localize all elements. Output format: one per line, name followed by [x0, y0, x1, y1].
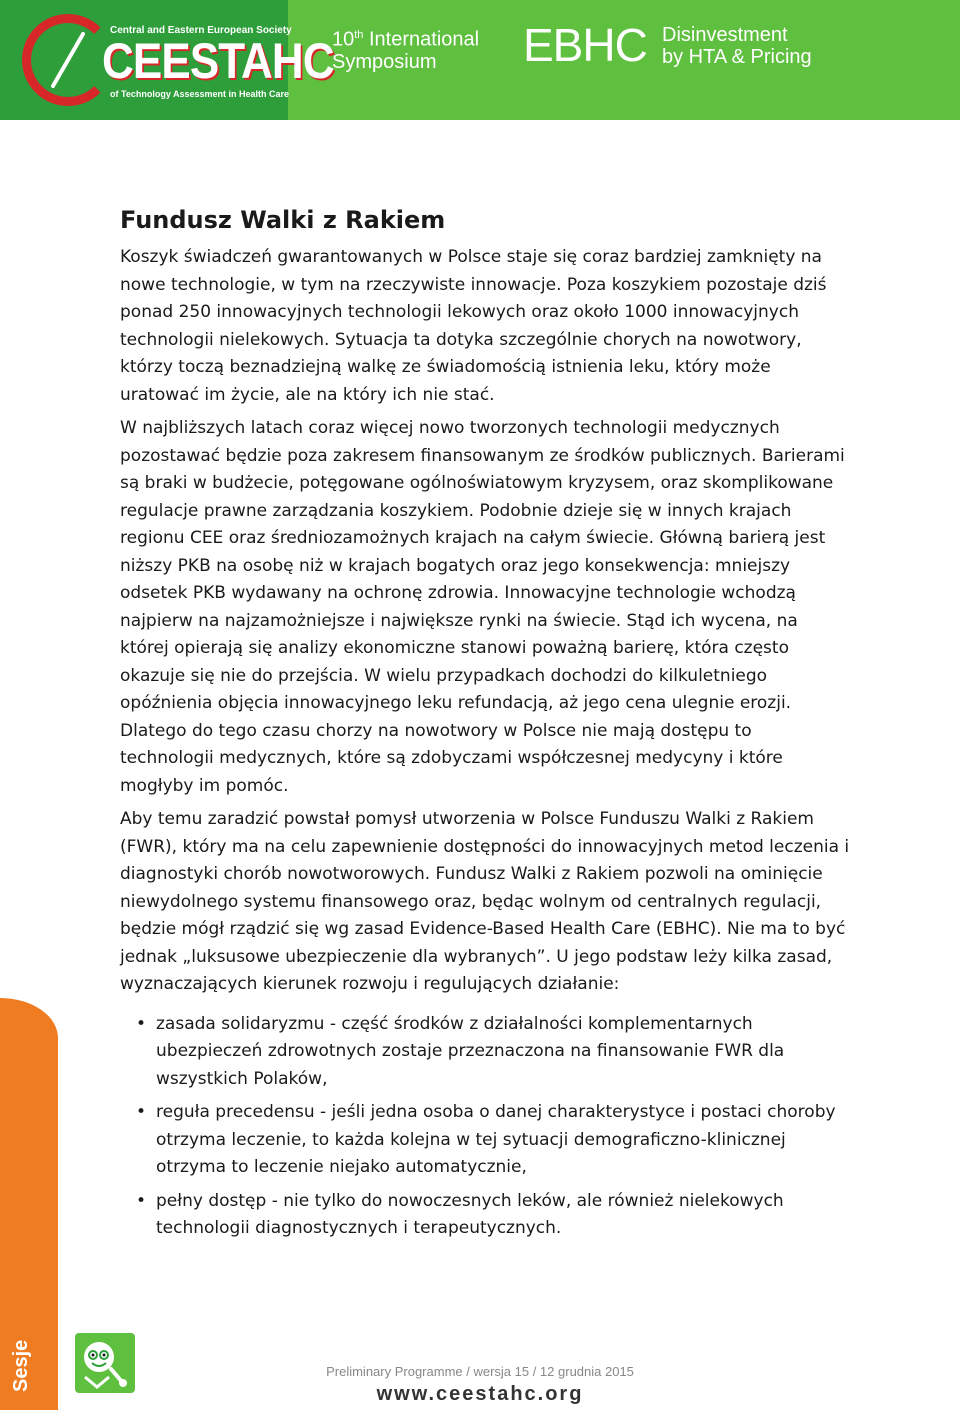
topic-line-1: Disinvestment: [662, 24, 788, 46]
symposium-international: International: [363, 28, 480, 51]
logo-society-text: Central and Eastern European Society: [110, 25, 292, 36]
article: [120, 204, 850, 1249]
logo-panel: [0, 0, 334, 120]
principles-list: [120, 1011, 850, 1243]
list-item-text: pełny dostęp - nie tylko do nowoczesnych leków, ale również nielekowych technologii diagnostycznych i terapeutycznych.: [156, 1190, 784, 1238]
bullet-icon: •: [136, 1013, 147, 1034]
footer-programme: Preliminary Programme / wersja 15 / 12 grudnia 2015: [326, 1364, 634, 1379]
symposium-number: 10: [332, 28, 355, 51]
header-banner: [0, 0, 960, 120]
list-item-text: reguła precedensu - jeśli jedna osoba o danej charakterystyce i postaci choroby otrzyma leczenie, to każda kolejna w tej sytuacji demograficzno-klinicznej otrzyma to leczenie niejako automatycznie,: [156, 1102, 836, 1177]
bullet-icon: •: [136, 1190, 147, 1211]
symposium-ordinal: th: [354, 29, 364, 41]
side-tab-label: Sesje: [10, 1339, 32, 1392]
topic-line-2: by HTA & Pricing: [662, 46, 812, 68]
list-item-text: zasada solidaryzmu - część środków z działalności komplementarnych ubezpieczeń zdrowotnych zostaje przeznaczona na finansowanie FWR dla wszystkich Polaków,: [156, 1013, 785, 1089]
ceestahc-logo[interactable]: [22, 10, 334, 110]
ebhc-title: EBHC: [523, 19, 647, 71]
footer-url-link[interactable]: www.ceestahc.org: [376, 1383, 584, 1405]
symposium-title: [332, 24, 479, 73]
paragraph-fund: Aby temu zaradzić powstał pomysł utworzenia w Polsce Funduszu Walki z Rakiem (FWR), który ma na celu zapewnienie dostępności do innowacyjnych metod leczenia i diagnostyki chorób nowotworowych. Fundusz Walki z Rakiem pozwoli na ominięcie niewydolnego systemu finansowego oraz, będąc wolnym od centralnych regulacji, będzie mógł rządzić się wg zasad Evidence-Based Health Care (EBHC). Nie ma to być jednak „luksusowe ubezpieczenie dla wybranych”. U jego podstaw leży kilka zasad, wyznaczających kierunek rozwoju i regulujących działanie:: [120, 809, 850, 994]
logo-subtitle: of Technology Assessment in Health Care: [110, 89, 290, 99]
symposium-word: Symposium: [332, 50, 437, 73]
list-item: [120, 1099, 850, 1182]
page-title: Fundusz Walki z Rakiem: [120, 206, 446, 234]
list-item: [120, 1188, 850, 1243]
symposium-topic: [662, 24, 812, 68]
bullet-icon: •: [136, 1102, 147, 1122]
logo-wordmark: CEESTAHC: [102, 33, 334, 89]
list-item: [120, 1011, 850, 1094]
paragraph-intro: Koszyk świadczeń gwarantowanych w Polsce staje się coraz bardziej zamknięty na nowe technologie, w tym na rzeczywiste innowacje. Poza koszykiem pozostaje dziś ponad 250 innowacyjnych technologii lekowych oraz około 1000 innowacyjnych technologii nielekowych. Sytuacja ta dotyka szczególnie chorych na nowotwory, którzy toczą beznadziejną walkę ze świadomością istnienia leku, który może uratować im życie, ale na który ich nie stać.: [120, 247, 827, 405]
paragraph-barriers: W najbliższych latach coraz więcej nowo tworzonych technologii medycznych pozostawać będzie poza zakresem finansowanym ze środków publicznych. Barierami są braki w budżecie, potęgowane ogólnoświatowym kryzysem, oraz skomplikowane regulacje prawne zarządzania koszykiem. Podobnie dzieje się w innych krajach regionu CEE oraz średniozamożnych krajach na całym świecie. Główną barierą jest niższy PKB na osobę niż w krajach bogatych oraz jego konsekwencja: mniejszy odsetek PKB wydawany na ochronę zdrowia. Innowacyjne technologie wchodzą najpierw na najzamożniejsze i największe rynki na świecie. Stąd ich wycena, na której opierają się analizy ekonomiczne stanowi poważną barierę, która często okazuje się nie do przejścia. W wielu przypadkach dochodzi do kilkuletniego opóźnienia objęcia innowacyjnego leku refundacją, aż jego cena ulegnie erozji. Dlatego do tego czasu chorzy na nowotwory w Polsce nie mają dostępu to technologii medycznych, które są zdobyczami współczesnej medycyny i które mogłyby im pomóc.: [120, 418, 845, 796]
